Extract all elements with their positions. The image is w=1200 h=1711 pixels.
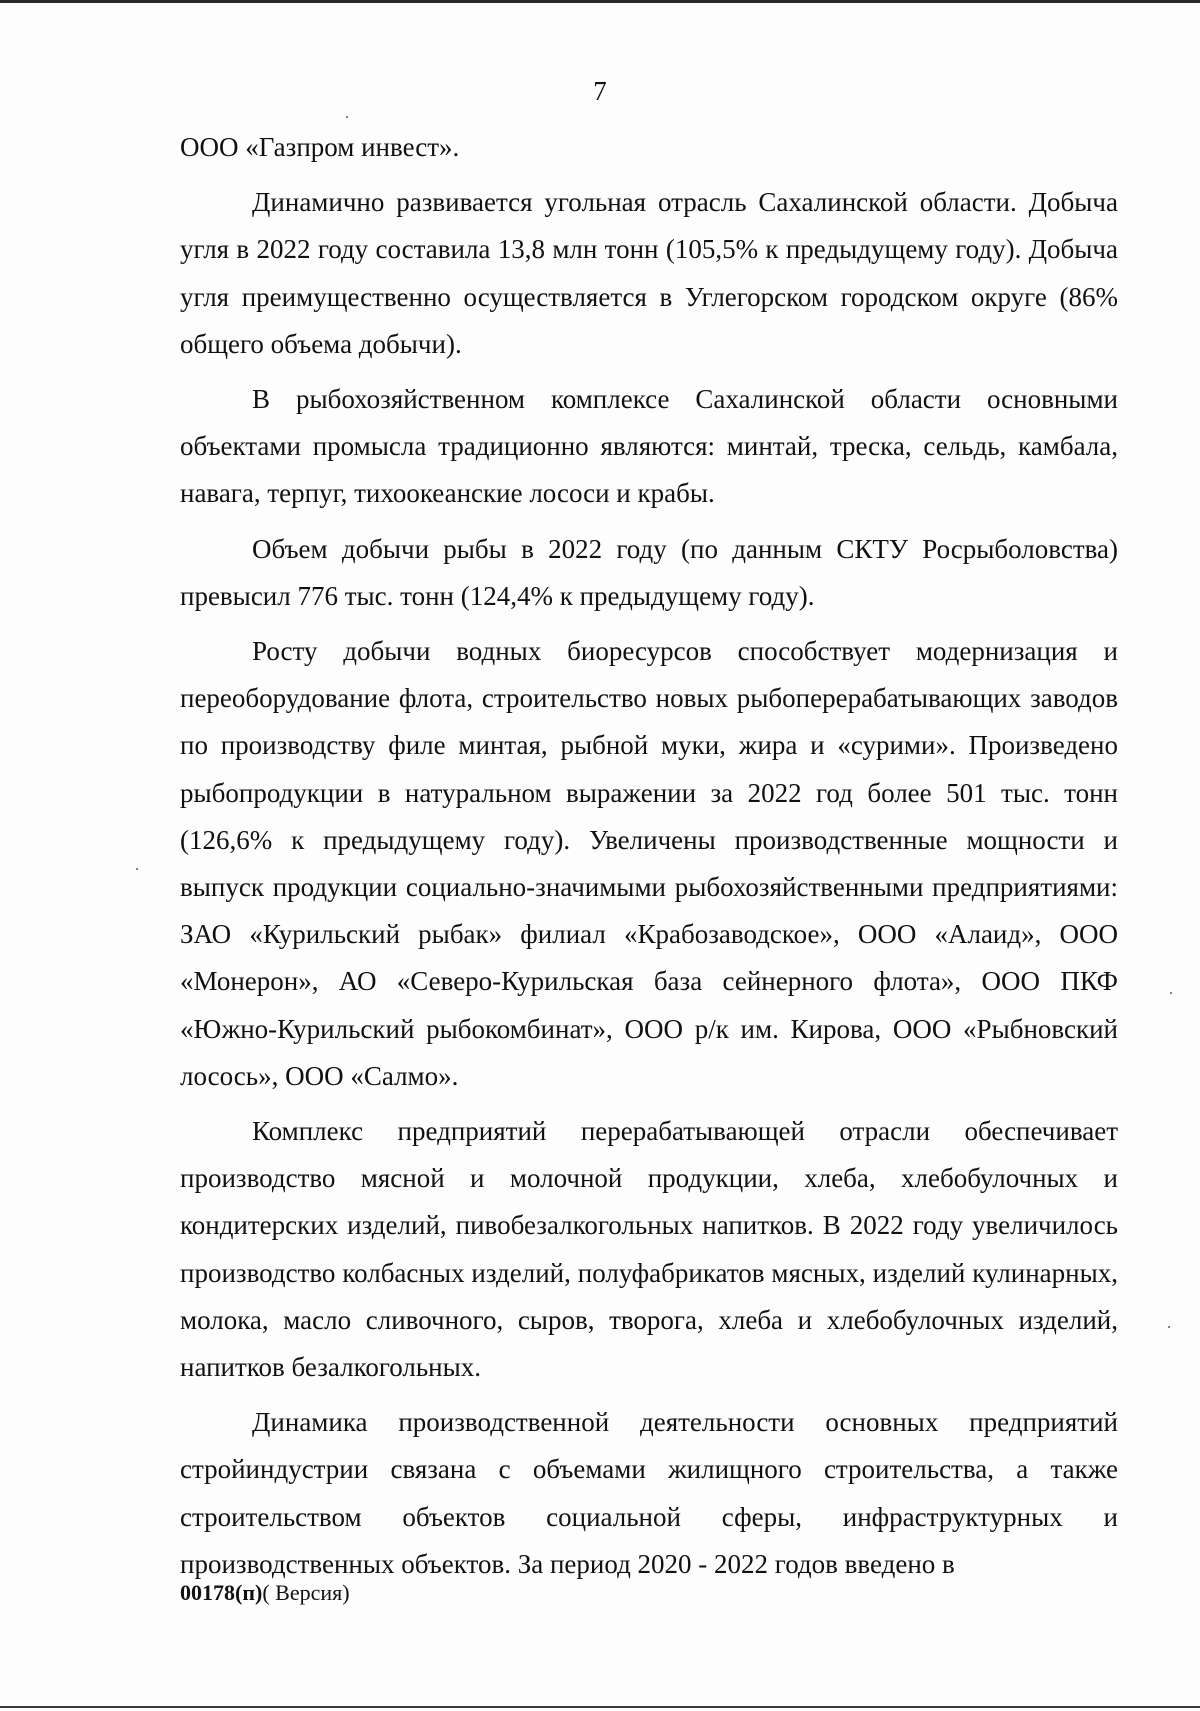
paragraph-construction-industry: Динамика производственной деятельности основных предприятий стройиндустрии связана с объемами жилищного строительства, а также строительством объектов социальной сферы, инфраструктурных и производственных объектов. За период 2020 - 2022 годов введено в: [180, 1407, 1118, 1579]
paragraph-coal-industry: Динамично развивается угольная отрасль Сахалинской области. Добыча угля в 2022 году составила 13,8 млн тонн (105,5% к предыдущему году). Добыча угля преимущественно осуществляется в Углегорском городском округе (86% общего объема добычи).: [180, 187, 1118, 359]
document-footer-code: [180, 1580, 350, 1606]
document-code: 00178(п): [180, 1580, 263, 1605]
document-version: ( Версия): [262, 1580, 350, 1605]
scan-speck: [346, 116, 348, 118]
paragraph-bioresources-growth: Росту добычи водных биоресурсов способствует модернизация и переоборудование флота, строительство новых рыбоперерабатывающих заводов по производству филе минтая, рыбной муки, жира и «сурими». Произведено рыбопродукции в натуральном выражении за 2022 год более 501 тыс. тонн (126,6% к предыдущему году). Увеличены производственные мощности и выпуск продукции социально-значимыми рыбохозяйственными предприятиями: ЗАО «Курильский рыбак» филиал «Крабозаводское», ООО «Алаид», ООО «Монерон», АО «Северо-Курильская база сейнерного флота», ООО ПКФ «Южно-Курильский рыбокомбинат», ООО р/к им. Кирова, ООО «Рыбновский лосось», ООО «Салмо».: [180, 636, 1118, 1091]
top-border-line: [0, 0, 1200, 3]
page-number: 7: [593, 76, 607, 106]
body-text: [180, 124, 1118, 1596]
scan-speck: [1168, 1326, 1170, 1328]
scan-speck: [1170, 992, 1172, 994]
paragraph-processing-industry: Комплекс предприятий перерабатывающей отрасли обеспечивает производство мясной и молочной продукции, хлеба, хлебобулочных и кондитерских изделий, пивобезалкогольных напитков. В 2022 году увеличилось производство колбасных изделий, полуфабрикатов мясных, изделий кулинарных, молока, масло сливочного, сыров, творога, хлеба и хлебобулочных изделий, напитков безалкогольных.: [180, 1116, 1118, 1383]
paragraph-continuation: ООО «Газпром инвест».: [180, 132, 460, 162]
paragraph-fish-catch-volume: Объем добычи рыбы в 2022 году (по данным СКТУ Росрыболовства) превысил 776 тыс. тонн (124,4% к предыдущему году).: [180, 533, 1118, 611]
paragraph-fishery-complex: В рыбохозяйственном комплексе Сахалинской области основными объектами промысла традиционно являются: минтай, треска, сельдь, камбала, навага, терпуг, тихоокеанские лососи и крабы.: [180, 384, 1118, 509]
scan-speck: [136, 868, 138, 870]
bottom-border-line: [0, 1706, 1200, 1708]
